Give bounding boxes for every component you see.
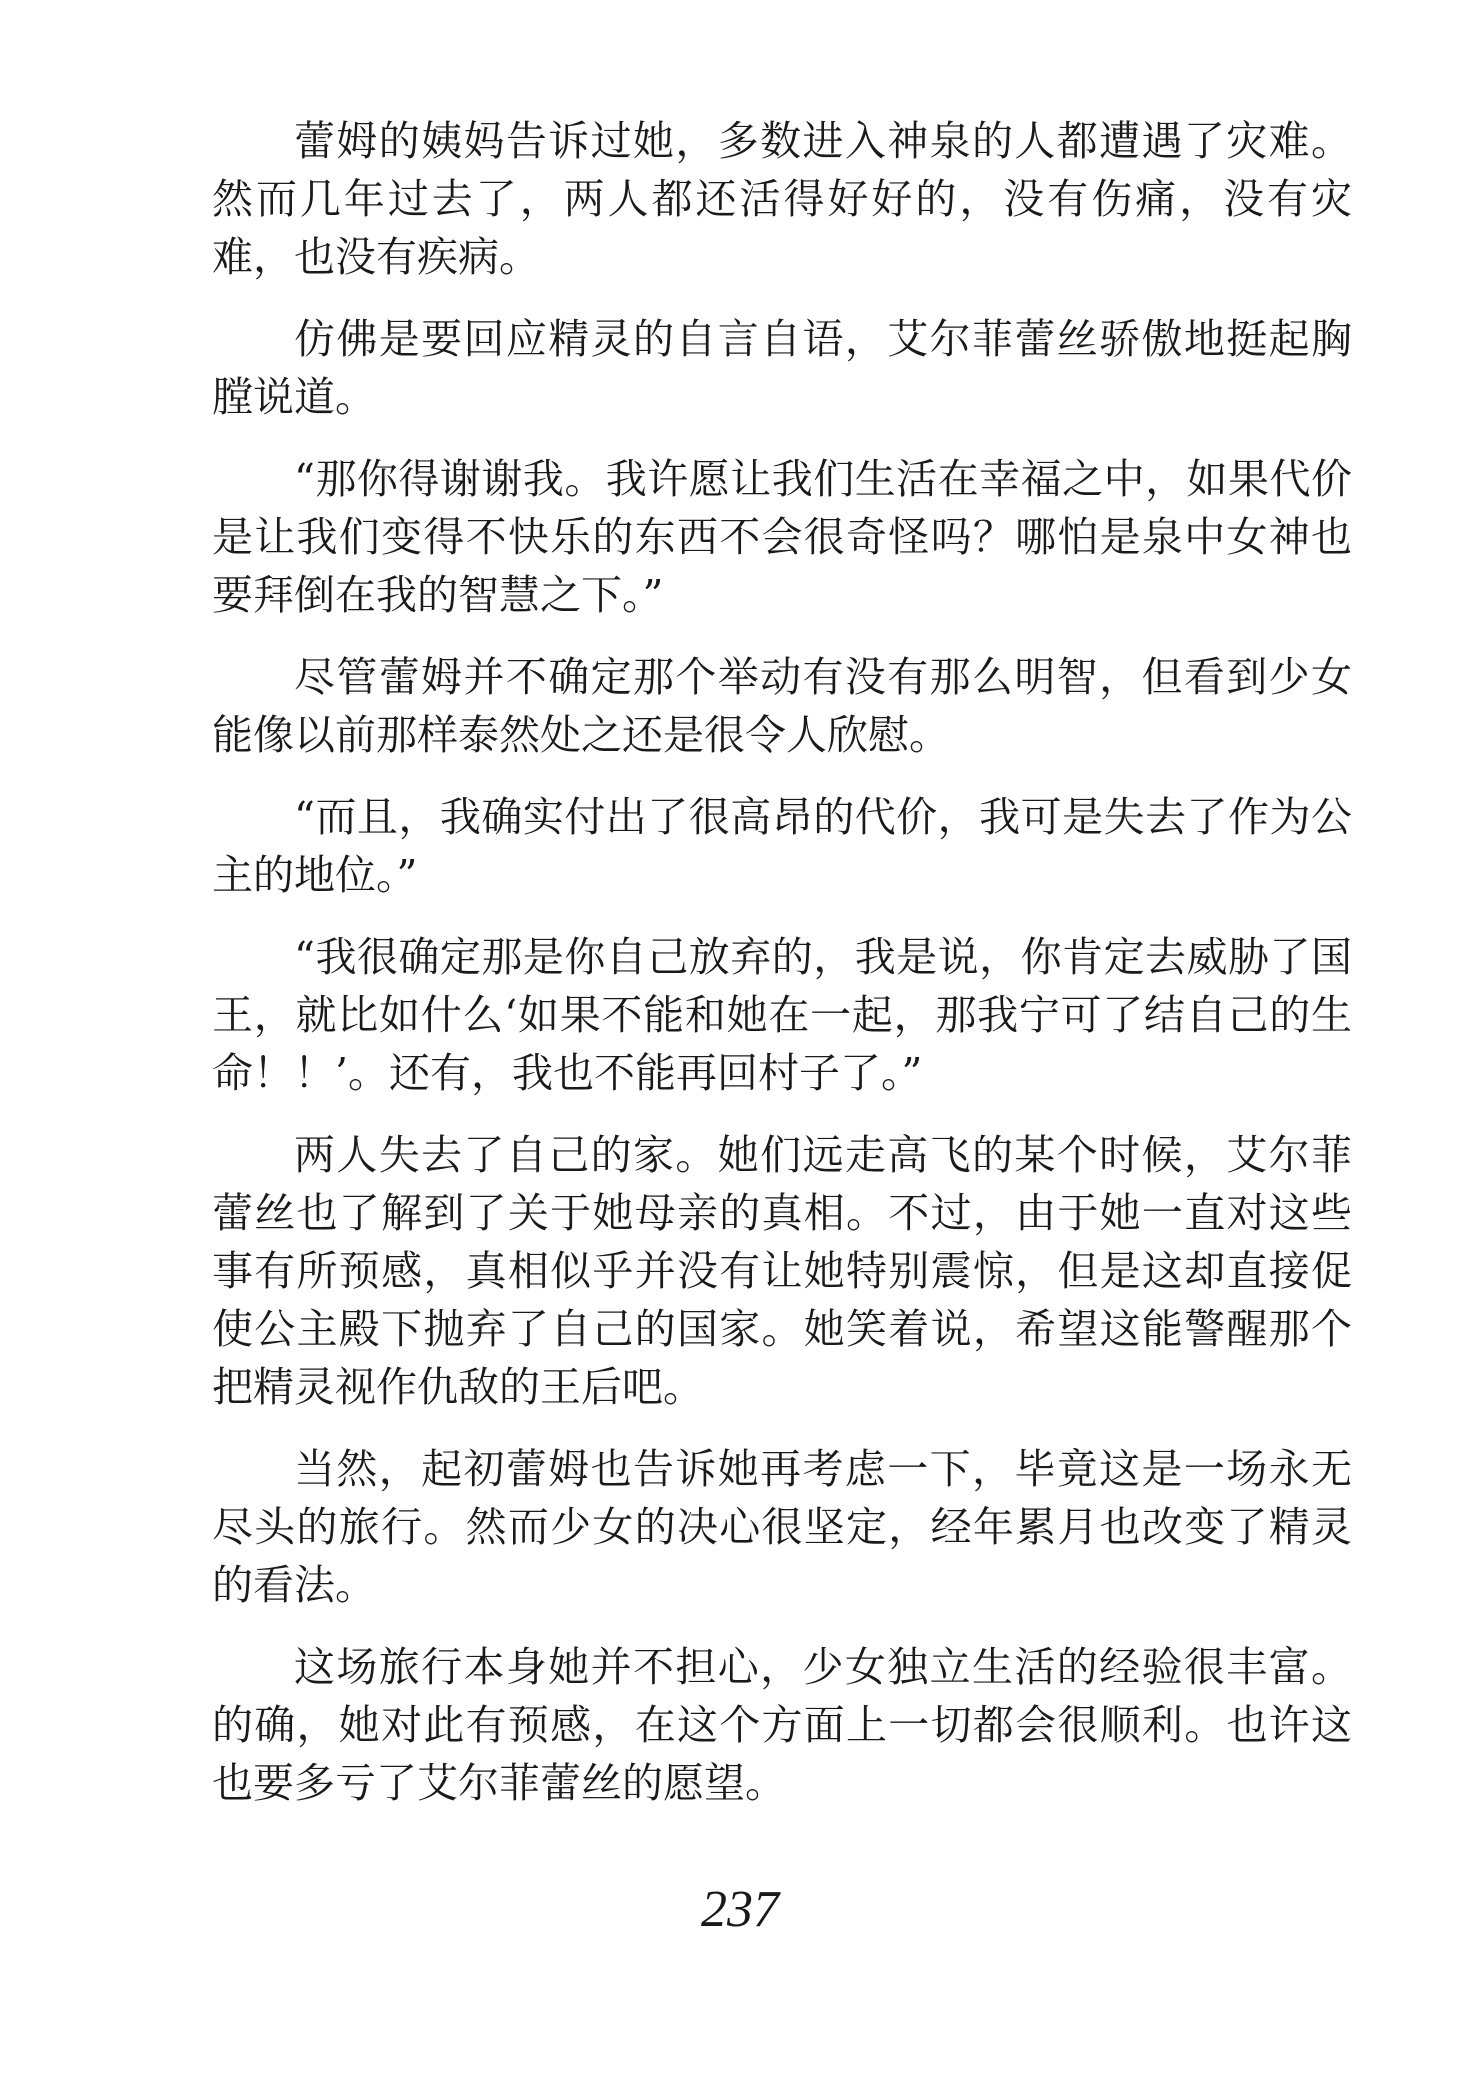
paragraph: “那你得谢谢我。我许愿让我们生活在幸福之中，如果代价是让我们变得不快乐的东西不会很奇怪吗？哪怕是泉中女神也要拜倒在我的智慧之下。” <box>212 455 1352 619</box>
paragraph: 当然，起初蕾姆也告诉她再考虑一下，毕竟这是一场永无尽头的旅行。然而少女的决心很坚定，经年累月也改变了精灵的看法。 <box>212 1445 1352 1609</box>
page-number: 237 <box>701 1881 779 1938</box>
paragraph: 尽管蕾姆并不确定那个举动有没有那么明智，但看到少女能像以前那样泰然处之还是很令人欣慰。 <box>212 653 1352 759</box>
paragraph: 这场旅行本身她并不担心，少女独立生活的经验很丰富。的确，她对此有预感，在这个方面上一切都会很顺利。也许这也要多亏了艾尔菲蕾丝的愿望。 <box>212 1643 1352 1807</box>
page-body <box>212 112 1352 1836</box>
paragraph: “我很确定那是你自己放弃的，我是说，你肯定去威胁了国王，就比如什么‘如果不能和她在一起，那我宁可了结自己的生命！！’。还有，我也不能再回村子了。” <box>212 933 1352 1097</box>
paragraph: 仿佛是要回应精灵的自言自语，艾尔菲蕾丝骄傲地挺起胸膛说道。 <box>212 315 1352 421</box>
paragraph: 蕾姆的姨妈告诉过她，多数进入神泉的人都遭遇了灾难。然而几年过去了，两人都还活得好好的，没有伤痛，没有灾难，也没有疾病。 <box>212 117 1352 281</box>
paragraph: 两人失去了自己的家。她们远走高飞的某个时候，艾尔菲蕾丝也了解到了关于她母亲的真相。不过，由于她一直对这些事有所预感，真相似乎并没有让她特别震惊，但是这却直接促使公主殿下抛弃了自己的国家。她笑着说，希望这能警醒那个把精灵视作仇敌的王后吧。 <box>212 1131 1352 1411</box>
paragraph: “而且，我确实付出了很高昂的代价，我可是失去了作为公主的地位。” <box>212 793 1352 899</box>
